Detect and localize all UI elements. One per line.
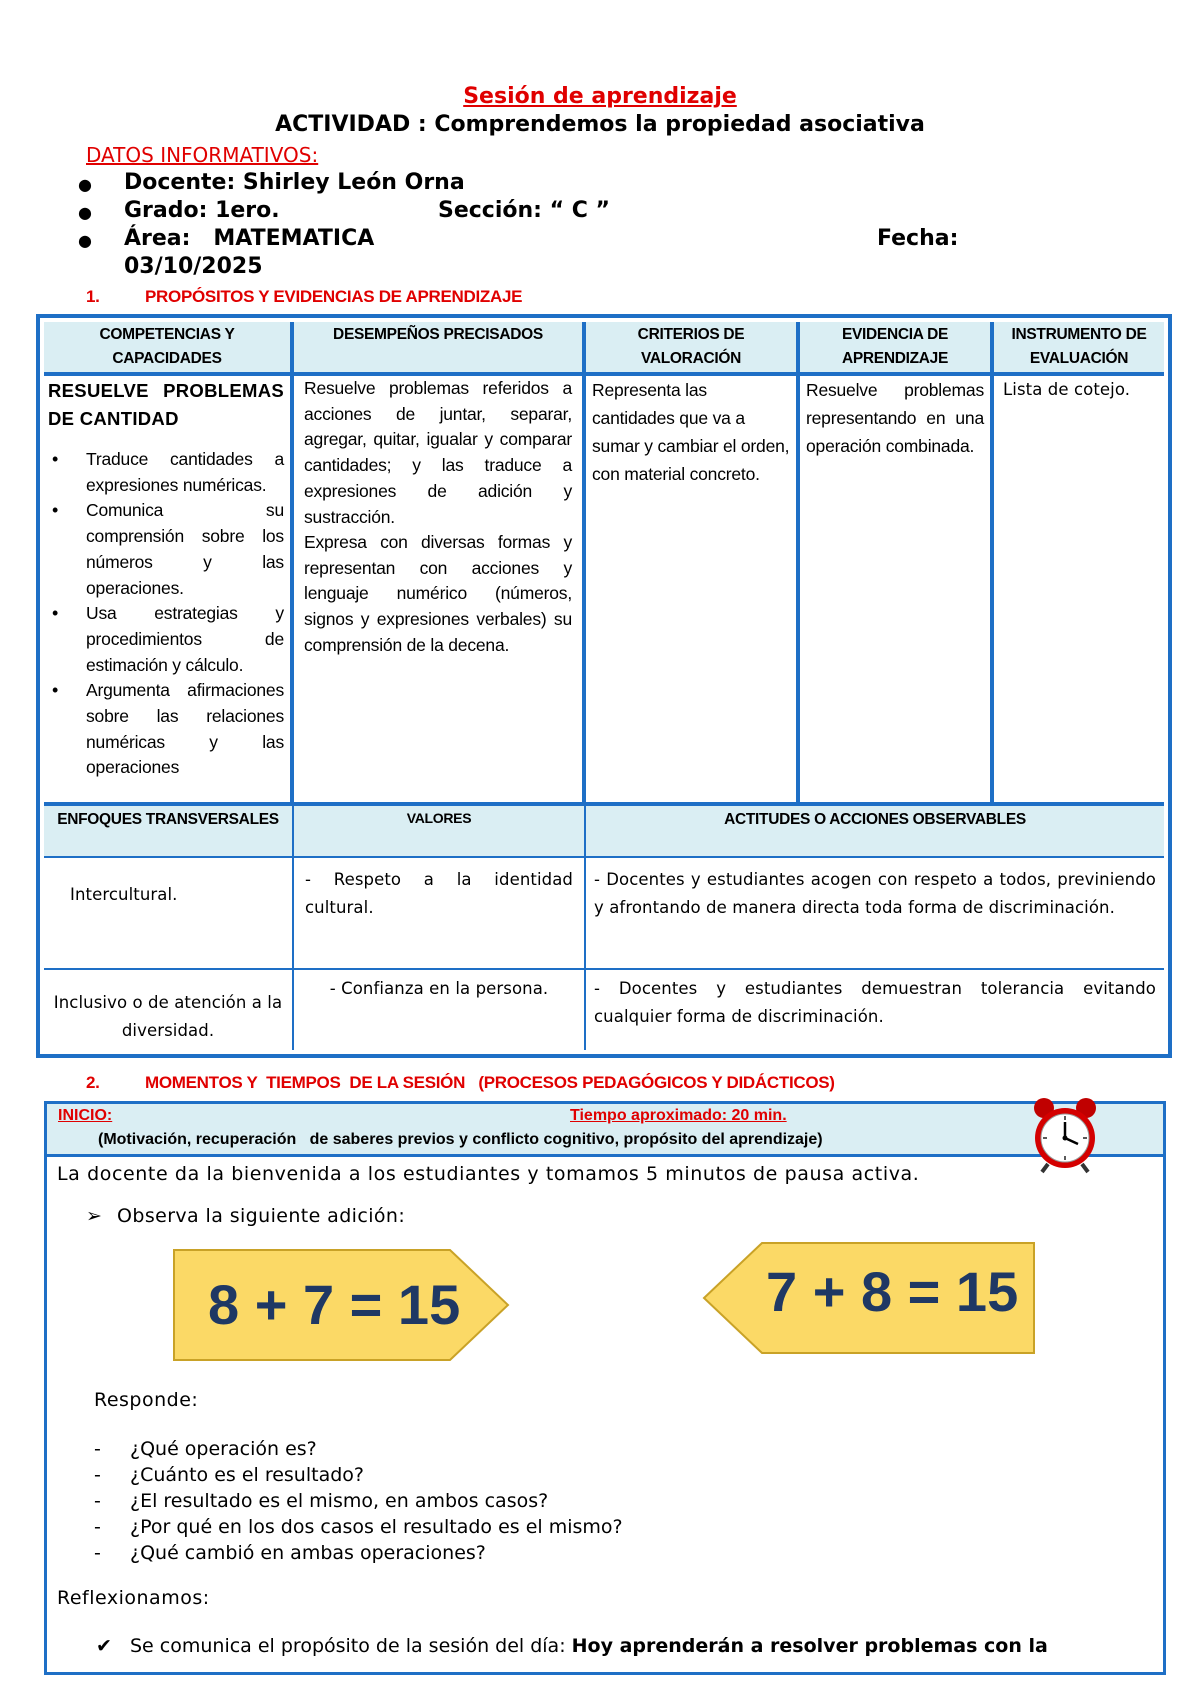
- inicio-label: INICIO:: [58, 1107, 113, 1124]
- datos-informativos-label: DATOS INFORMATIVOS:: [86, 143, 319, 167]
- fecha-label: Fecha:: [877, 226, 959, 251]
- arrow-bullet-icon: ➢: [86, 1205, 102, 1227]
- equation-2: 7 + 8 = 15: [766, 1260, 1019, 1323]
- valor-2: - Confianza en la persona.: [329, 979, 549, 998]
- proposito-prefix: Se comunica el propósito de la sesión del día:: [130, 1635, 572, 1657]
- question-item: ¿Cuánto es el resultado?: [130, 1464, 364, 1486]
- question-item: ¿Qué operación es?: [130, 1438, 317, 1460]
- capacidades-list: [48, 447, 284, 781]
- responde-label: Responde:: [94, 1389, 199, 1411]
- seccion-line: Sección: “ C ”: [438, 198, 611, 223]
- header-desempenos: DESEMPEÑOS PRECISADOS: [333, 326, 543, 343]
- question-item: ¿El resultado es el mismo, en ambos casos?: [130, 1490, 549, 1512]
- reflexionamos-label: Reflexionamos:: [57, 1587, 210, 1609]
- header-enfoques: ENFOQUES TRANSVERSALES: [57, 811, 279, 828]
- bienvenida-text: La docente da la bienvenida a los estudiantes y tomamos 5 minutos de pausa activa.: [57, 1163, 920, 1185]
- criterios-text: Representa las cantidades que va a sumar y cambiar el orden, con material concreto.: [592, 380, 790, 484]
- instrumento-text: Lista de cotejo.: [1003, 380, 1131, 399]
- proposito-bold: Hoy aprenderán a resolver problemas con la: [571, 1635, 1048, 1657]
- session-moments-box: [44, 1101, 1166, 1675]
- bullet-icon: ●: [78, 203, 92, 222]
- alarm-clock-icon: [1030, 1094, 1100, 1174]
- question-item: ¿Qué cambió en ambas operaciones?: [130, 1542, 486, 1564]
- tiempo-label: Tiempo aproximado: 20 min.: [570, 1107, 787, 1124]
- header-instrumento: INSTRUMENTO DE EVALUACIÓN: [1011, 326, 1147, 367]
- header-valores: VALORES: [406, 810, 472, 826]
- bullet-icon: ●: [78, 175, 92, 194]
- bullet-icon: ●: [78, 231, 92, 250]
- valor-1: - Respeto a la identidad cultural.: [305, 870, 573, 917]
- area-line: Área: MATEMATICA: [124, 226, 375, 251]
- section2-number: 2.: [86, 1073, 100, 1092]
- list-item: • Argumenta afirmaciones sobre las relaciones numéricas y las operaciones: [86, 678, 284, 781]
- header-actitudes: ACTITUDES O ACCIONES OBSERVABLES: [724, 811, 1026, 828]
- list-item: • Usa estrategias y procedimientos de estimación y cálculo.: [86, 601, 284, 678]
- actitud-1: - Docentes y estudiantes acogen con respeto a todos, previniendo y afrontando de manera directa toda forma de discriminación.: [594, 870, 1156, 917]
- activity-title: ACTIVIDAD : Comprendemos la propiedad asociativa: [275, 112, 925, 137]
- section1-title: PROPÓSITOS Y EVIDENCIAS DE APRENDIZAJE: [145, 287, 523, 306]
- session-title: Sesión de aprendizaje: [463, 84, 737, 109]
- grado-line: Grado: 1ero.: [124, 198, 280, 223]
- enfoque-2: Inclusivo o de atención a la diversidad.: [53, 993, 283, 1040]
- section2-title: MOMENTOS Y TIEMPOS DE LA SESIÓN (PROCESOS PEDAGÓGICOS Y DIDÁCTICOS): [145, 1073, 835, 1092]
- docente-line: Docente: Shirley León Orna: [124, 170, 465, 195]
- check-icon: ✔: [96, 1635, 112, 1657]
- desempenos-text-2: Expresa con diversas formas y representan con acciones y lenguaje numérico (números, signos y expresiones verbales) su comprensión de la decena.: [304, 532, 572, 655]
- inicio-subtitle: (Motivación, recuperación de saberes previos y conflicto cognitivo, propósito del aprendizaje): [98, 1131, 823, 1148]
- competencia-title: RESUELVE PROBLEMAS DE CANTIDAD: [48, 380, 284, 429]
- desempenos-text-1: Resuelve problemas referidos a acciones de juntar, separar, agregar, quitar, igualar y comparar cantidades; y las traduce a expresiones de adición y sustracción.: [304, 378, 572, 527]
- question-item: ¿Por qué en los dos casos el resultado es el mismo?: [130, 1516, 623, 1538]
- header-evidencia: EVIDENCIA DE APRENDIZAJE: [841, 326, 949, 367]
- actitud-2: - Docentes y estudiantes demuestran tolerancia evitando cualquier forma de discriminación.: [594, 979, 1156, 1026]
- fecha-value: 03/10/2025: [124, 254, 263, 279]
- header-criterios: CRITERIOS DE VALORACIÓN: [637, 326, 745, 367]
- equation-1: 8 + 7 = 15: [208, 1273, 461, 1336]
- list-item: • Traduce cantidades a expresiones numéricas.: [86, 447, 284, 498]
- proposito-line: [130, 1635, 1048, 1657]
- list-item: • Comunica su comprensión sobre los números y las operaciones.: [86, 498, 284, 601]
- section1-number: 1.: [86, 287, 100, 306]
- observa-text: Observa la siguiente adición:: [117, 1205, 406, 1227]
- enfoque-1: Intercultural.: [70, 885, 178, 904]
- header-competencias: COMPETENCIAS Y CAPACIDADES: [99, 326, 235, 367]
- evidencia-text: Resuelve problemas representando en una operación combinada.: [806, 380, 984, 456]
